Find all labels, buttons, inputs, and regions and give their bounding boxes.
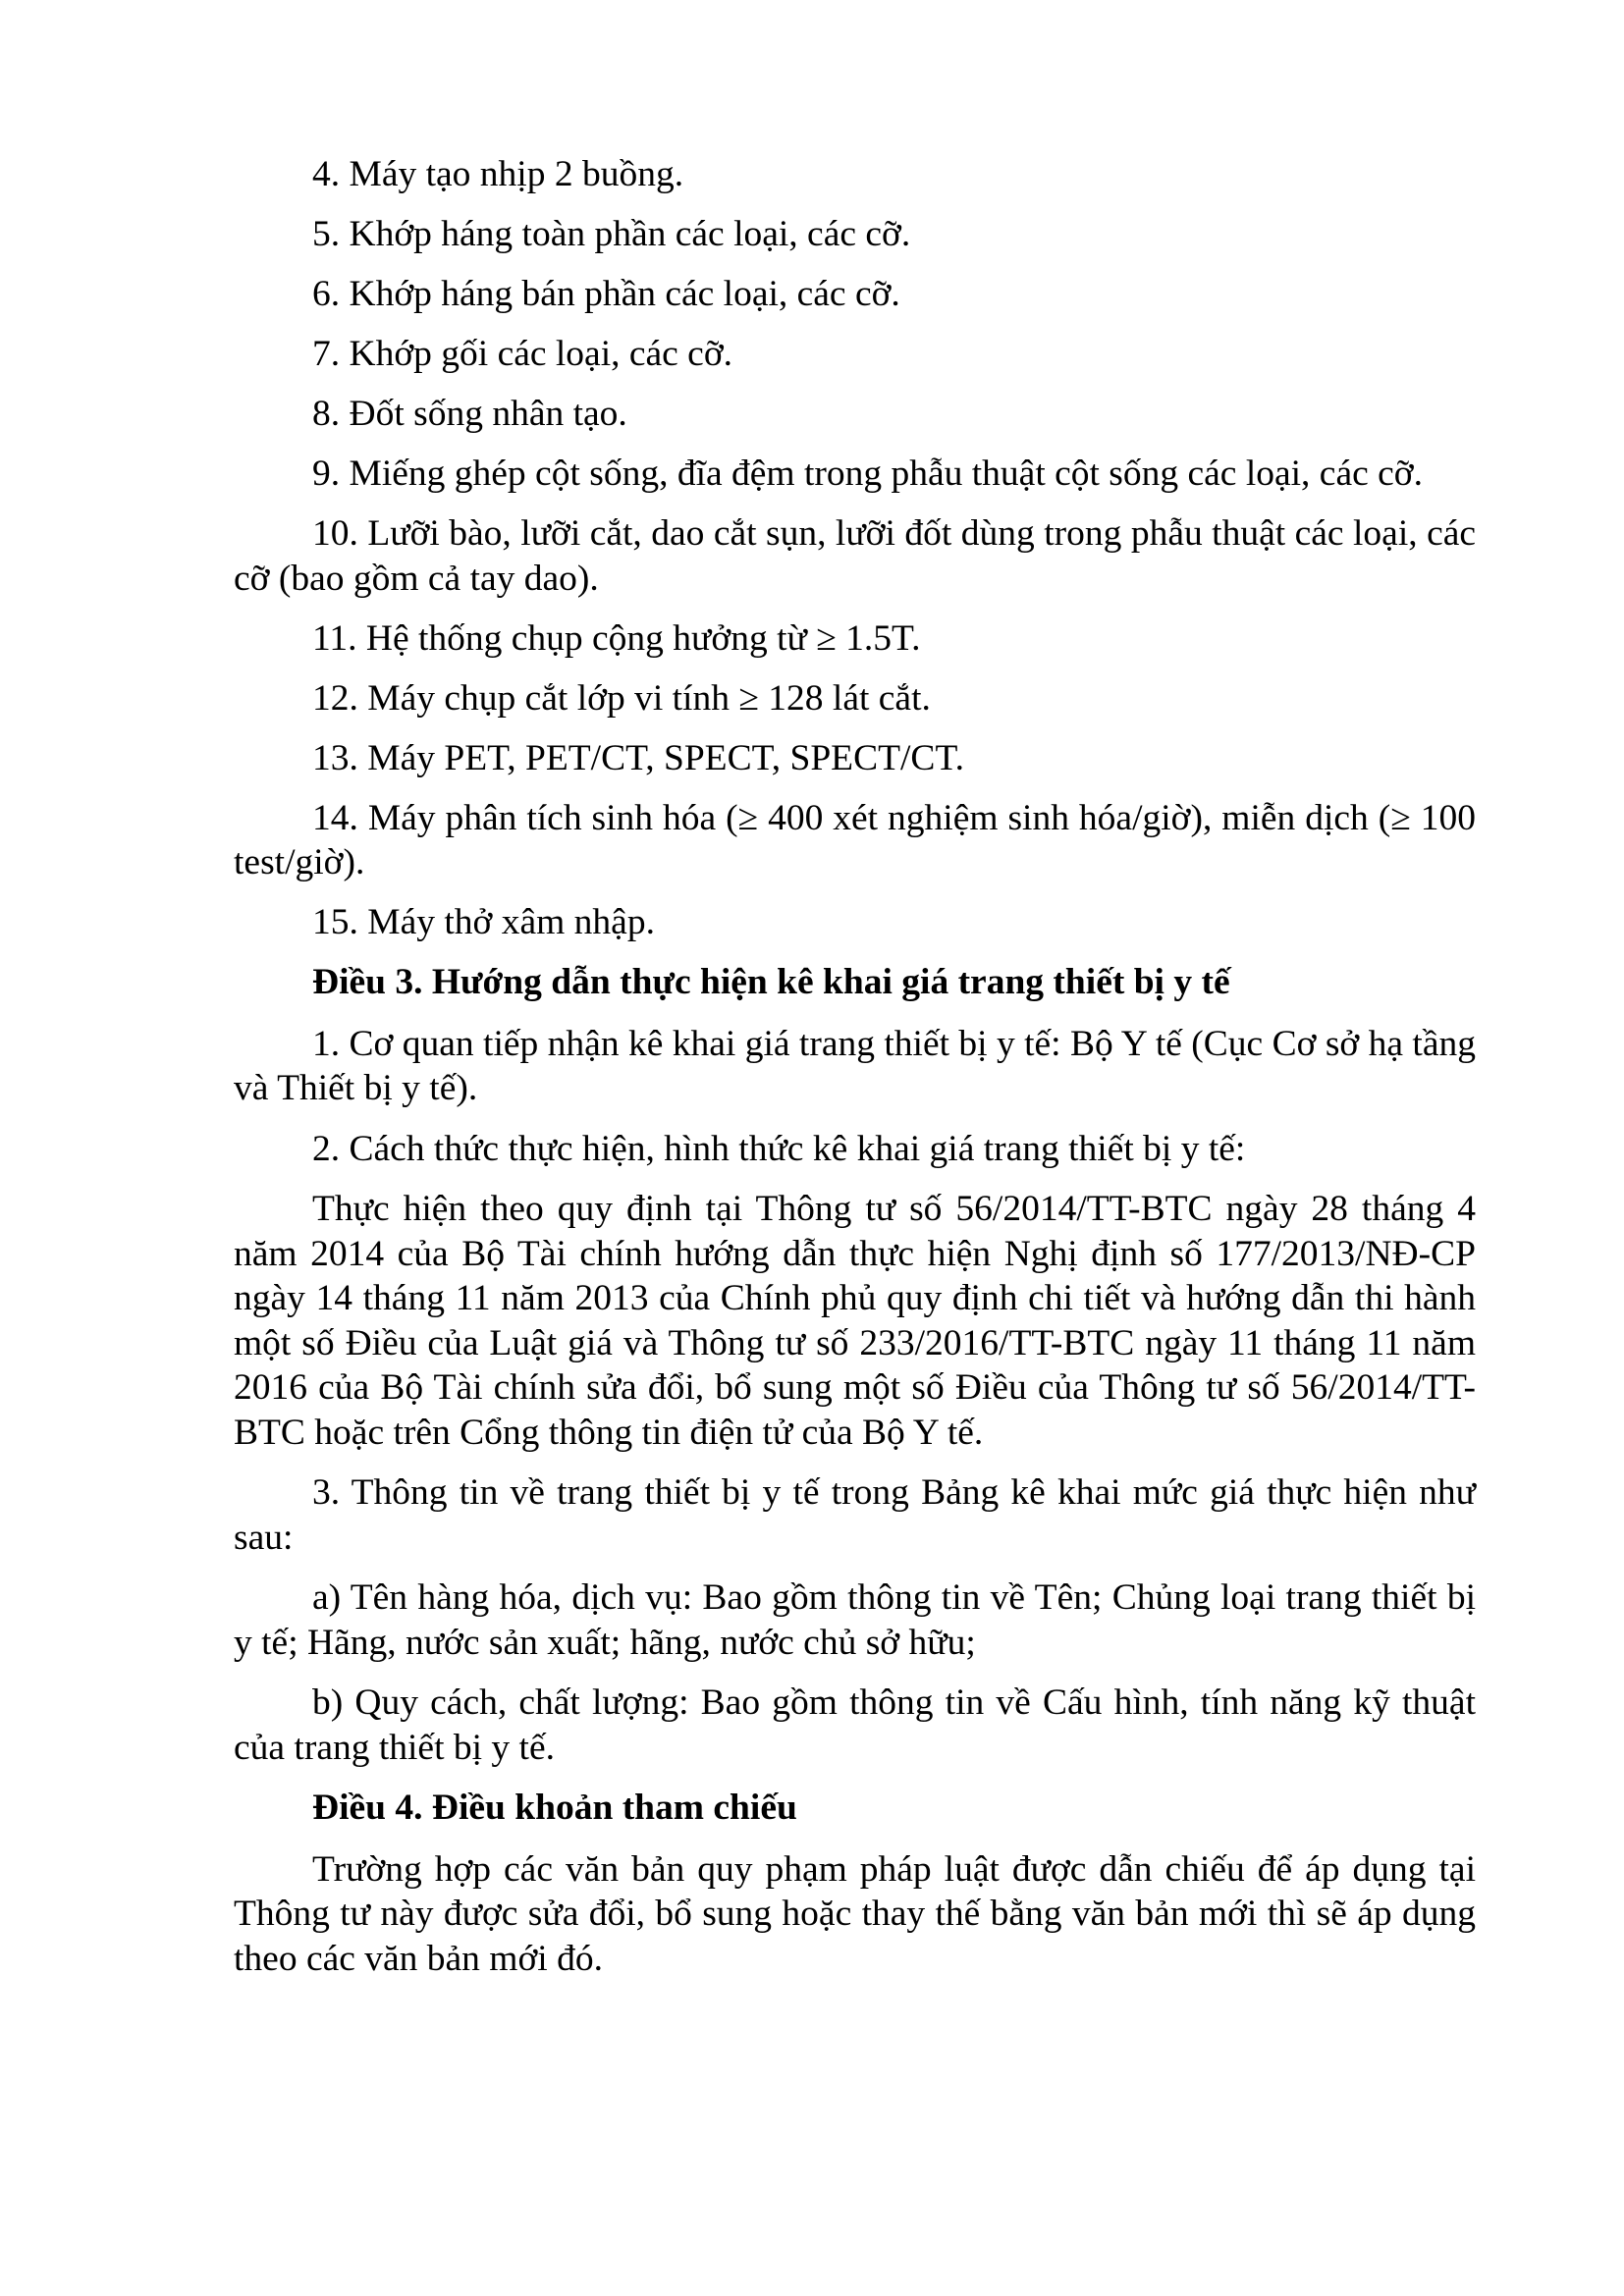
article-3-clause-3b: b) Quy cách, chất lượng: Bao gồm thông tin về Cấu hình, tính năng kỹ thuật của trang thiết bị y tế. <box>234 1682 1476 1768</box>
list-item-9: 9. Miếng ghép cột sống, đĩa đệm trong phẫu thuật cột sống các loại, các cỡ. <box>312 454 1423 494</box>
article-3-clause-1: 1. Cơ quan tiếp nhận kê khai giá trang thiết bị y tế: Bộ Y tế (Cục Cơ sở hạ tầng và Thiết bị y tế). <box>234 1023 1476 1108</box>
article-3-clause-3: 3. Thông tin về trang thiết bị y tế trong Bảng kê khai mức giá thực hiện như sau: <box>234 1472 1476 1558</box>
article-3-heading: Điều 3. Hướng dẫn thực hiện kê khai giá trang thiết bị y tế <box>312 962 1230 1002</box>
article-3-clause-2: 2. Cách thức thực hiện, hình thức kê khai giá trang thiết bị y tế: <box>312 1128 1246 1169</box>
list-item-6: 6. Khớp háng bán phần các loại, các cỡ. <box>312 274 900 314</box>
article-4-heading: Điều 4. Điều khoản tham chiếu <box>312 1788 797 1828</box>
list-item-13: 13. Máy PET, PET/CT, SPECT, SPECT/CT. <box>312 737 964 778</box>
list-item-8: 8. Đốt sống nhân tạo. <box>312 394 627 434</box>
article-4-body: Trường hợp các văn bản quy phạm pháp luật được dẫn chiếu để áp dụng tại Thông tư này được sửa đổi, bổ sung hoặc thay thế bằng văn bản mới thì sẽ áp dụng theo các văn bản mới đó. <box>234 1848 1476 1979</box>
list-item-11: 11. Hệ thống chụp cộng hưởng từ ≥ 1.5T. <box>312 617 921 659</box>
list-item-5: 5. Khớp háng toàn phần các loại, các cỡ. <box>312 214 911 254</box>
article-3-clause-2-body: Thực hiện theo quy định tại Thông tư số 56/2014/TT-BTC ngày 28 tháng 4 năm 2014 của Bộ Tài chính hướng dẫn thực hiện Nghị định số 177/2013/NĐ-CP ngày 14 tháng 11 năm 2013 của Chính phủ quy định chi tiết và hướng dẫn thi hành một số Điều của Luật giá và Thông tư số 233/2016/TT-BTC ngày 11 tháng 11 năm 2016 của Bộ Tài chính sửa đổi, bổ sung một số Điều của Thông tư số 56/2014/TT-BTC hoặc trên Cổng thông tin điện tử của Bộ Y tế. <box>234 1189 1476 1453</box>
list-item-4: 4. Máy tạo nhịp 2 buồng. <box>312 154 684 194</box>
article-3-clause-3a: a) Tên hàng hóa, dịch vụ: Bao gồm thông tin về Tên; Chủng loại trang thiết bị y tế; Hãng, nước sản xuất; hãng, nước chủ sở hữu; <box>234 1577 1476 1663</box>
list-item-12: 12. Máy chụp cắt lớp vi tính ≥ 128 lát cắt. <box>312 677 931 719</box>
list-item-7: 7. Khớp gối các loại, các cỡ. <box>312 334 733 374</box>
list-item-10: 10. Lưỡi bào, lưỡi cắt, dao cắt sụn, lưỡi đốt dùng trong phẫu thuật các loại, các cỡ (bao gồm cả tay dao). <box>234 513 1476 599</box>
document-body <box>234 152 1476 1997</box>
list-item-15: 15. Máy thở xâm nhập. <box>312 902 655 942</box>
list-item-14: 14. Máy phân tích sinh hóa (≥ 400 xét nghiệm sinh hóa/giờ), miễn dịch (≥ 100 test/giờ). <box>234 797 1476 882</box>
